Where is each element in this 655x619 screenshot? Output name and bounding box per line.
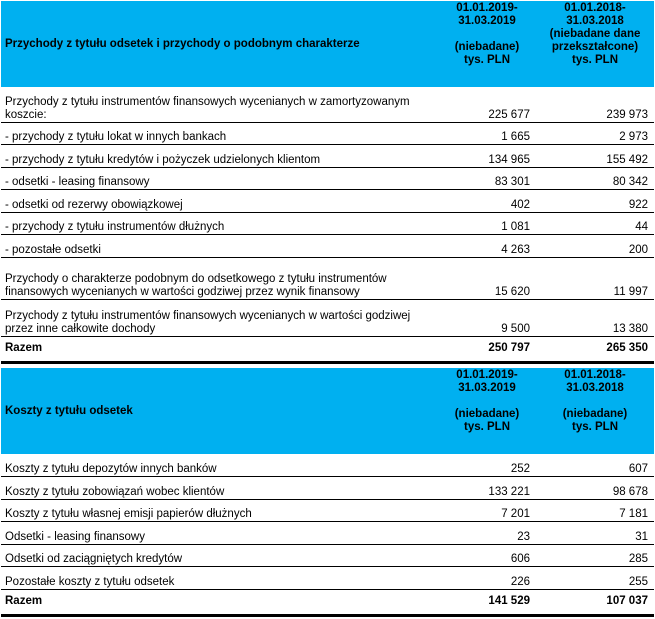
row-label: Koszty z tytułu własnej emisji papierów dłużnych	[1, 499, 438, 521]
table-row	[1, 299, 654, 336]
row-value-2019: 1 081	[438, 212, 536, 234]
row-value-2019: 4 263	[438, 234, 536, 257]
total-value-2018: 265 350	[536, 336, 654, 362]
costs-header-row	[1, 368, 654, 454]
row-value-2019: 9 500	[438, 299, 536, 336]
total-row	[1, 589, 654, 615]
table-row	[1, 476, 654, 499]
row-value-2018: 200	[536, 234, 654, 257]
row-label: - przychody z tytułu lokat w innych bankach	[1, 122, 438, 144]
row-label: - pozostałe odsetki	[1, 234, 438, 257]
table-row	[1, 87, 654, 122]
table-row	[1, 167, 654, 189]
row-value-2018: 31	[536, 521, 654, 544]
income-header-row	[1, 1, 654, 87]
row-value-2019: 1 665	[438, 122, 536, 144]
row-value-2018: 13 380	[536, 299, 654, 336]
row-label: Przychody z tytułu instrumentów finansowych wycenianych w wartości godziwej przez inne całkowite dochody	[1, 299, 438, 336]
row-label: Odsetki - leasing finansowy	[1, 521, 438, 544]
table-row	[1, 212, 654, 234]
income-col2-header: 01.01.2018- 31.03.2018 (niebadane dane przekształcone) tys. PLN	[536, 1, 654, 87]
total-value-2019: 250 797	[438, 336, 536, 362]
table-row	[1, 454, 654, 476]
row-label: - odsetki od rezerwy obowiązkowej	[1, 189, 438, 212]
total-label: Razem	[1, 589, 438, 615]
row-value-2019: 134 965	[438, 144, 536, 167]
row-value-2018: 98 678	[536, 476, 654, 499]
row-label: Koszty z tytułu depozytów innych banków	[1, 454, 438, 476]
total-label: Razem	[1, 336, 438, 362]
row-value-2018: 285	[536, 544, 654, 566]
table-row	[1, 144, 654, 167]
row-value-2019: 225 677	[438, 87, 536, 122]
costs-table	[1, 368, 654, 617]
row-value-2019: 133 221	[438, 476, 536, 499]
row-value-2019: 83 301	[438, 167, 536, 189]
row-label: Koszty z tytułu zobowiązań wobec klientów	[1, 476, 438, 499]
row-value-2019: 606	[438, 544, 536, 566]
row-value-2019: 226	[438, 566, 536, 589]
row-value-2019: 7 201	[438, 499, 536, 521]
row-label: Przychody z tytułu instrumentów finansowych wycenianych w zamortyzowanym koszcie:	[1, 87, 438, 122]
table-row	[1, 122, 654, 144]
row-label: - przychody z tytułu instrumentów dłużnych	[1, 212, 438, 234]
row-value-2018: 922	[536, 189, 654, 212]
total-value-2019: 141 529	[438, 589, 536, 615]
row-label: - przychody z tytułu kredytów i pożyczek udzielonych klientom	[1, 144, 438, 167]
row-value-2019: 23	[438, 521, 536, 544]
costs-title: Koszty z tytułu odsetek	[1, 368, 438, 454]
row-value-2018: 7 181	[536, 499, 654, 521]
table-row	[1, 257, 654, 299]
row-value-2018: 607	[536, 454, 654, 476]
table-row	[1, 234, 654, 257]
row-value-2019: 252	[438, 454, 536, 476]
row-value-2018: 80 342	[536, 167, 654, 189]
income-table	[1, 1, 654, 364]
row-value-2018: 11 997	[536, 257, 654, 299]
table-row	[1, 499, 654, 521]
row-value-2018: 239 973	[536, 87, 654, 122]
row-label: Przychody o charakterze podobnym do odsetkowego z tytułu instrumentów finansowych wycenianych w wartości godziwej przez wynik finansowy	[1, 257, 438, 299]
table-row	[1, 521, 654, 544]
total-value-2018: 107 037	[536, 589, 654, 615]
row-value-2018: 255	[536, 566, 654, 589]
income-col1-header: 01.01.2019- 31.03.2019 (niebadane) tys. PLN	[438, 1, 536, 87]
row-value-2019: 402	[438, 189, 536, 212]
row-value-2018: 44	[536, 212, 654, 234]
row-label: - odsetki - leasing finansowy	[1, 167, 438, 189]
row-label: Odsetki od zaciągniętych kredytów	[1, 544, 438, 566]
income-title: Przychody z tytułu odsetek i przychody o podobnym charakterze	[1, 1, 438, 87]
table-row	[1, 189, 654, 212]
costs-col2-header: 01.01.2018- 31.03.2018 (niebadane) tys. PLN	[536, 368, 654, 454]
costs-col1-header: 01.01.2019- 31.03.2019 (niebadane) tys. PLN	[438, 368, 536, 454]
row-label: Pozostałe koszty z tytułu odsetek	[1, 566, 438, 589]
table-row	[1, 566, 654, 589]
row-value-2018: 155 492	[536, 144, 654, 167]
table-row	[1, 544, 654, 566]
total-row	[1, 336, 654, 362]
row-value-2019: 15 620	[438, 257, 536, 299]
row-value-2018: 2 973	[536, 122, 654, 144]
